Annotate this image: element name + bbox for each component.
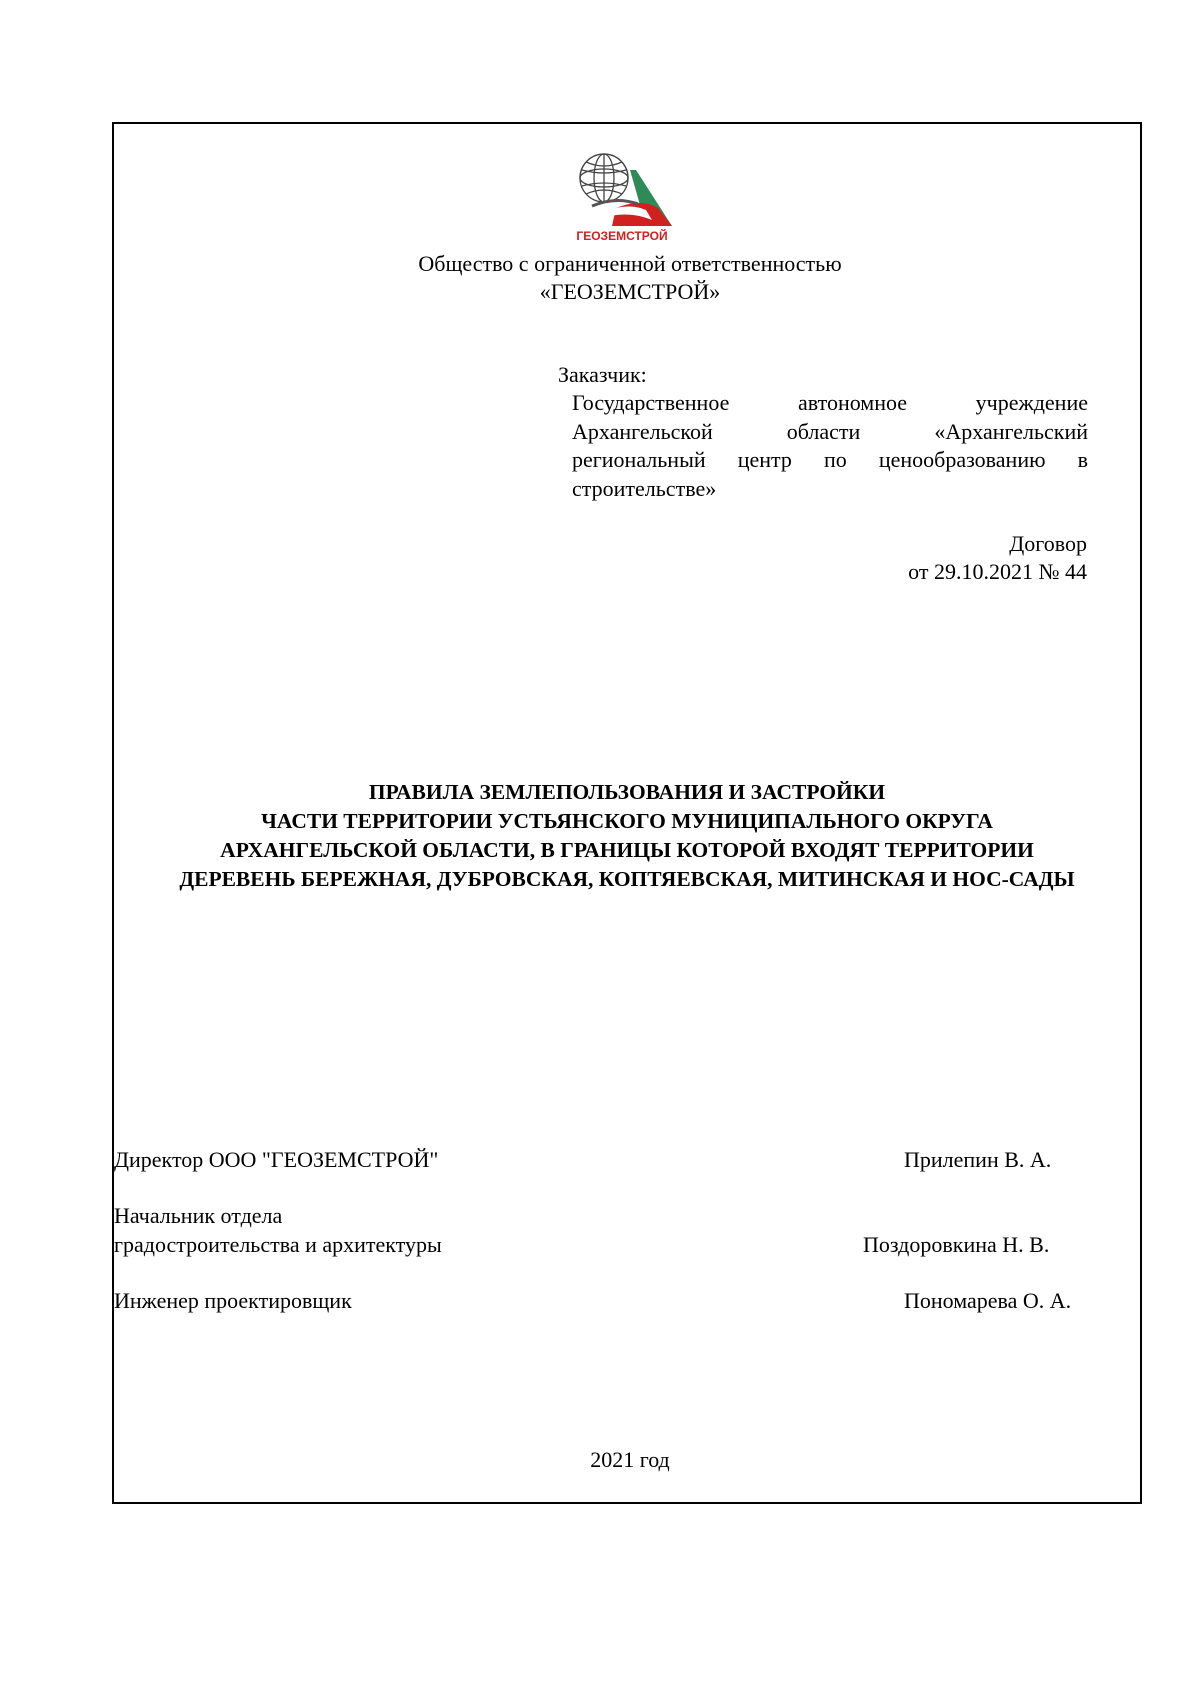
customer-label: Заказчик: [558, 362, 647, 387]
signature-name-head: Поздоровкина Н. В. [863, 1232, 1050, 1257]
organization-name-line1: Общество с ограниченной ответственностью [418, 251, 842, 276]
contract-details: от 29.10.2021 № 44 [908, 559, 1087, 584]
signature-position-head-line2: градостроительства и архитектуры [114, 1232, 442, 1257]
contract-label: Договор [1009, 531, 1087, 556]
document-title-line1: ПРАВИЛА ЗЕМЛЕПОЛЬЗОВАНИЯ И ЗАСТРОЙКИ [368, 780, 886, 804]
customer-text: Государственное автономное учреждение Архангельской области «Архангельский региональный центр по ценообразованию в строительстве» [572, 390, 1088, 501]
signature-position-director: Директор ООО "ГЕОЗЕМСТРОЙ" [114, 1147, 439, 1172]
signature-position-head-line1: Начальник отдела [114, 1203, 283, 1228]
document-title-line4: ДЕРЕВЕНЬ БЕРЕЖНАЯ, ДУБРОВСКАЯ, КОПТЯЕВСКАЯ, МИТИНСКАЯ И НОС-САДЫ [179, 867, 1075, 891]
organization-name-line2: «ГЕОЗЕМСТРОЙ» [539, 279, 721, 304]
document-title-line2: ЧАСТИ ТЕРРИТОРИИ УСТЬЯНСКОГО МУНИЦИПАЛЬНОГО ОКРУГА [261, 809, 993, 833]
globe-icon [580, 154, 628, 202]
company-logo [572, 148, 690, 244]
signature-name-engineer: Пономарева О. А. [904, 1288, 1072, 1313]
signature-position-engineer: Инженер проектировщик [114, 1288, 352, 1313]
document-year: 2021 год [590, 1447, 670, 1472]
document-title-line3: АРХАНГЕЛЬСКОЙ ОБЛАСТИ, В ГРАНИЦЫ КОТОРОЙ ВХОДЯТ ТЕРРИТОРИИ [220, 838, 1034, 862]
logo-caption: ГЕОЗЕМСТРОЙ [576, 229, 668, 243]
signature-name-director: Прилепин В. А. [904, 1147, 1052, 1172]
